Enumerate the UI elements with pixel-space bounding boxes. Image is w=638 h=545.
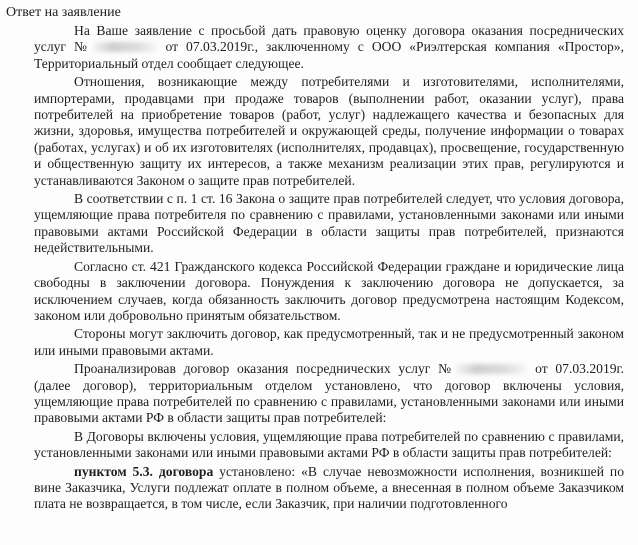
paragraph-request-end: от 07.03.2019г., заключенному с ООО «Риэлтерская компания «Простор», Территориальный отдел сообщает следующее. — [34, 39, 624, 71]
clause-text: установлено: «В случае невозможности исполнения, возникшей по вине Заказчика, Услуги подлежат оплате в полном объеме, а внесенная в полном объеме Заказчиком плата не возвращается, в том числе, если Заказчик, при наличии подготовленного — [34, 463, 624, 512]
paragraph-analysis-end: от 07.03.2019г. (далее договор), территориальным отделом установлено, что договор включены условия, ущемляющие права потребителей по сравнению с правилами, установленными законами или иными правовыми актами РФ в области защиты прав потребителей: — [34, 361, 625, 426]
paragraph-clause-5-3 — [34, 464, 624, 513]
paragraph-analysis — [34, 361, 624, 427]
letter-body — [34, 23, 624, 513]
paragraph-request-start: На Ваше заявление с просьбой дать правовую оценку договора оказания посреднических услуг № — [34, 23, 624, 55]
redacted-contract-number-2 — [455, 364, 527, 374]
paragraph-article-16: В соответствии с п. 1 ст. 16 Закона о защите прав потребителей следует, что условия договора, ущемляющие права потребителя по сравнению с правилами, установленными законами или иными правовыми актами Российской Федерации в области защиты прав потребителей, признаются недействительными. — [34, 191, 624, 256]
paragraph-analysis-start: Проанализировав договор оказания посреднических услуг № — [74, 361, 456, 377]
paragraph-request — [34, 23, 624, 72]
paragraph-article-421: Согласно ст. 421 Гражданского кодекса Российской Федерации граждане и юридические лица свободны в заключении договора. Понуждения к заключению договора не допускается, за исключением случаев, когда обязанность заключить договор предусмотрена настоящим Кодексом, законом или добровольно принятым обязательством. — [34, 258, 624, 323]
clause-reference: пунктом 5.3. договора — [74, 463, 214, 479]
letter-heading: Ответ на заявление — [6, 5, 121, 20]
paragraph-relations: Отношения, возникающие между потребителями и изготовителями, исполнителями, импортерами, продавцами при продаже товаров (выполнении работ, оказании услуг), права потребителей на приобретение товаров (работ, услуг) надлежащего качества и безопасных для жизни, здоровья, имущества потребителей и окружающей среды, получение информации о товарах (работах, услугах) и об их изготовителях (исполнителях, продавцах), просвещение, государственную и общественную защиту их интересов, а также механизм реализации этих прав, регулируются и устанавливаются Законом о защите прав потребителей. — [34, 74, 624, 188]
paragraph-parties: Стороны могут заключить договор, как предусмотренный, так и не предусмотренный законом или иными правовыми актами. — [34, 326, 624, 358]
paragraph-conditions: В Договоры включены условия, ущемляющие права потребителей по сравнению с правилами, установленными законами или иными правовыми актами РФ в области защиты прав потребителей: — [34, 428, 624, 461]
redacted-contract-number — [92, 42, 158, 52]
